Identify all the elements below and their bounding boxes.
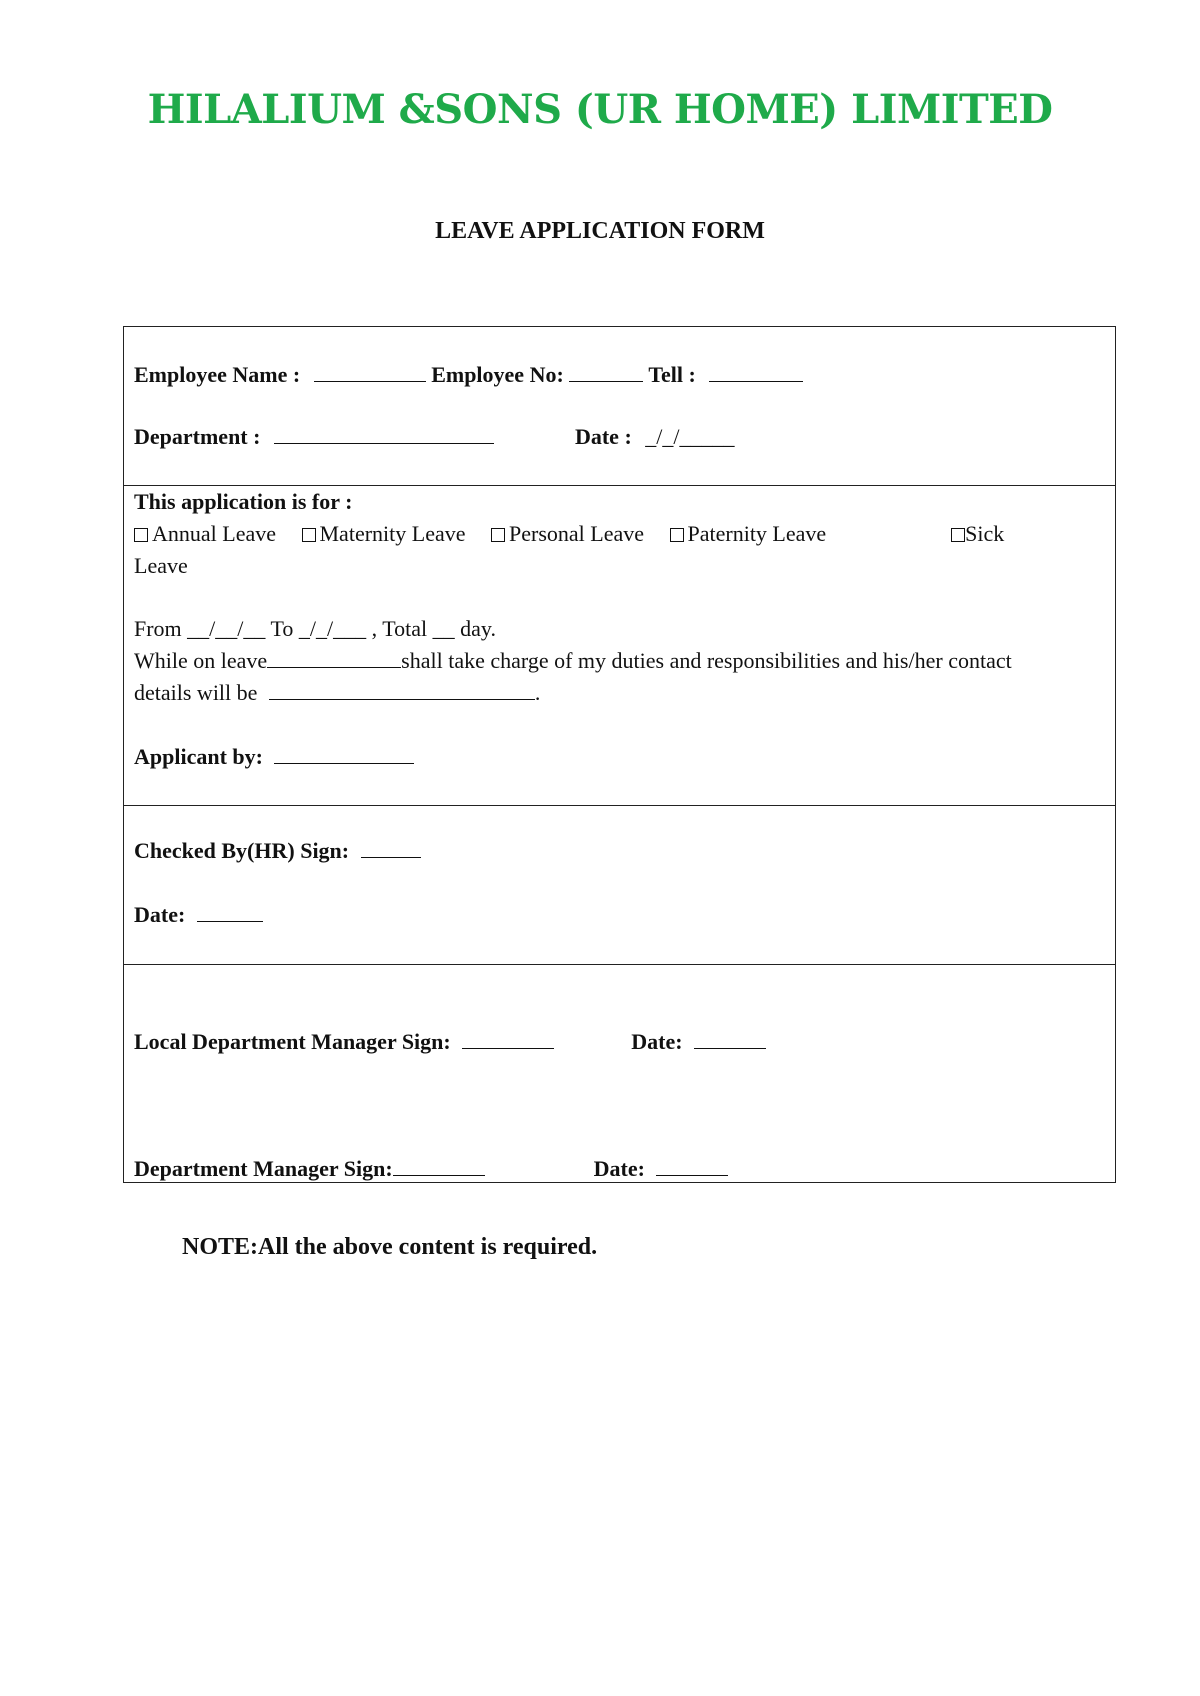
- tell-label: Tell :: [648, 362, 696, 387]
- manager-date-field[interactable]: [656, 1157, 728, 1176]
- department-row: [134, 423, 735, 451]
- substitute-field[interactable]: [267, 649, 401, 668]
- manager-label: Department Manager Sign:: [134, 1156, 393, 1181]
- hr-sign-row: [134, 837, 421, 865]
- local-manager-row: [134, 1028, 766, 1056]
- checkbox-icon: [491, 528, 505, 542]
- manager-sign-field[interactable]: [393, 1157, 485, 1176]
- department-label: Department :: [134, 424, 261, 449]
- hr-date-field[interactable]: [197, 903, 263, 922]
- checkbox-icon: [951, 528, 965, 542]
- checkbox-icon: [134, 528, 148, 542]
- while-on-leave-row: While on leave shall take charge of my duties and responsibilities and his/her contact: [134, 648, 1012, 673]
- local-manager-date-field[interactable]: [694, 1030, 766, 1049]
- leave-period[interactable]: From __/__/__ To _/_/___ , Total __ day.: [134, 616, 496, 641]
- option-wrap-text: Leave: [134, 553, 188, 578]
- date-label: Date :: [574, 424, 632, 449]
- applicant-field[interactable]: [274, 745, 414, 764]
- date-field[interactable]: _/_/_____: [645, 424, 735, 449]
- footer-note: NOTE:All the above content is required.: [182, 1234, 598, 1260]
- employee-name-label: Employee Name :: [134, 362, 301, 387]
- hr-sign-label: Checked By(HR) Sign:: [134, 838, 350, 863]
- manager-date-label: Date:: [593, 1156, 645, 1181]
- local-manager-date-label: Date:: [631, 1029, 683, 1054]
- leave-options-row: [134, 520, 1004, 548]
- form-title: LEAVE APPLICATION FORM: [435, 218, 765, 244]
- hr-date-row: [134, 901, 263, 929]
- option-annual-leave[interactable]: Annual Leave: [134, 521, 276, 546]
- employee-no-label: Employee No:: [431, 362, 564, 387]
- section-divider: [124, 485, 1115, 486]
- department-field[interactable]: [274, 425, 494, 444]
- local-manager-sign-field[interactable]: [462, 1030, 554, 1049]
- option-maternity-leave[interactable]: Maternity Leave: [302, 521, 466, 546]
- hr-sign-field[interactable]: [361, 839, 421, 858]
- tell-field[interactable]: [709, 363, 803, 382]
- option-paternity-leave[interactable]: Paternity Leave: [670, 521, 827, 546]
- option-personal-leave[interactable]: Personal Leave: [491, 521, 644, 546]
- local-manager-label: Local Department Manager Sign:: [134, 1029, 451, 1054]
- application-heading: This application is for :: [134, 489, 353, 514]
- applicant-label: Applicant by:: [134, 744, 263, 769]
- option-sick-leave[interactable]: Sick: [951, 521, 1004, 546]
- employee-no-field[interactable]: [569, 363, 643, 382]
- applicant-row: [134, 743, 414, 771]
- company-name: HILALIUM &SONS (UR HOME) LIMITED: [147, 86, 1053, 133]
- employee-name-field[interactable]: [314, 363, 426, 382]
- section-divider: [124, 805, 1115, 806]
- checkbox-icon: [302, 528, 316, 542]
- leave-form: [123, 326, 1116, 1183]
- employee-info-row: [134, 361, 803, 389]
- contact-details-field[interactable]: [269, 681, 535, 700]
- contact-details-row: details will be .: [134, 680, 541, 705]
- hr-date-label: Date:: [134, 902, 186, 927]
- manager-row: [134, 1155, 728, 1183]
- section-divider: [124, 964, 1115, 965]
- checkbox-icon: [670, 528, 684, 542]
